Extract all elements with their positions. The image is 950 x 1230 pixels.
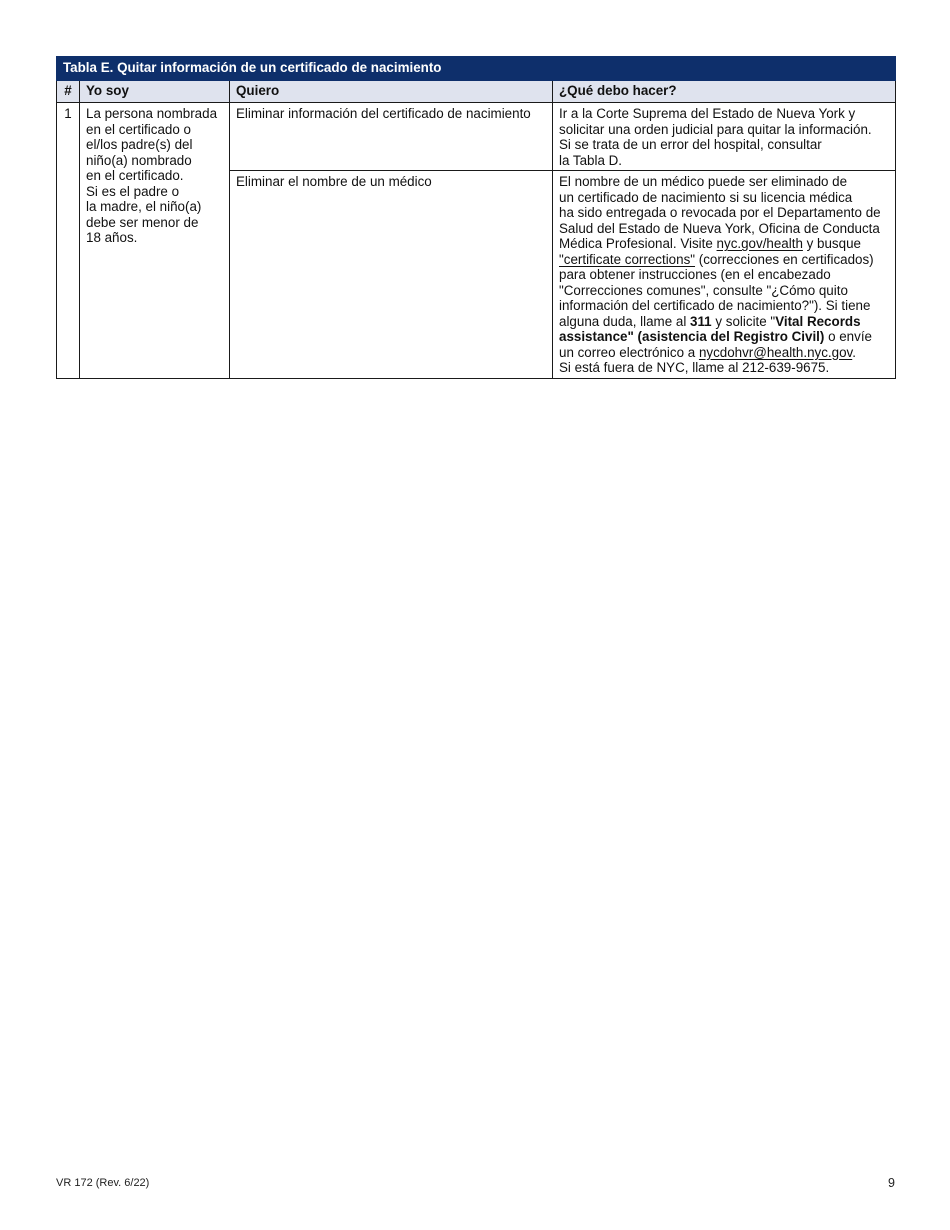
header-que-hacer: ¿Qué debo hacer? bbox=[553, 81, 896, 103]
email-link[interactable]: nycdohvr@health.nyc.gov bbox=[698, 344, 853, 360]
header-yo-soy: Yo soy bbox=[80, 81, 230, 103]
table-title: Tabla E. Quitar información de un certificado de nacimiento bbox=[57, 57, 896, 81]
table-title-row bbox=[57, 57, 896, 81]
quiero-cell-2: Eliminar el nombre de un médico bbox=[230, 171, 553, 379]
line-text: alguna duda, llame al bbox=[559, 313, 691, 329]
line-text: y busque bbox=[802, 236, 861, 251]
table-row bbox=[57, 103, 896, 171]
que-hacer-line bbox=[559, 314, 889, 330]
yo-soy-line: La persona nombrada bbox=[86, 106, 218, 121]
line-text: (correcciones en certificados) bbox=[695, 251, 874, 267]
yo-soy-cell bbox=[80, 103, 230, 379]
yo-soy-line: el/los padre(s) del bbox=[86, 137, 193, 152]
que-hacer-line: Si se trata de un error del hospital, consultar bbox=[559, 137, 822, 152]
table-e bbox=[56, 56, 896, 379]
que-hacer-cell-2 bbox=[553, 171, 896, 379]
que-hacer-line: información del certificado de nacimiento?"). Si tiene bbox=[559, 298, 871, 313]
yo-soy-line: la madre, el niño(a) bbox=[86, 199, 202, 214]
que-hacer-line: "Correcciones comunes", consulte "¿Cómo quito bbox=[559, 282, 848, 298]
page-number: 9 bbox=[888, 1176, 895, 1190]
line-text: . bbox=[852, 344, 856, 360]
phone-311: 311 bbox=[690, 313, 712, 329]
bold-text: assistance" (asistencia del Registro Civil) bbox=[559, 329, 825, 344]
que-hacer-line: Salud del Estado de Nueva York, Oficina de Conducta bbox=[559, 220, 880, 236]
quiero-cell-1: Eliminar información del certificado de nacimiento bbox=[230, 103, 553, 171]
line-text: o envíe bbox=[824, 329, 872, 344]
row-number: 1 bbox=[57, 103, 80, 379]
yo-soy-line: en el certificado. bbox=[86, 168, 184, 183]
table-header-row bbox=[57, 81, 896, 103]
yo-soy-line: Si es el padre o bbox=[86, 183, 180, 199]
line-text: un correo electrónico a bbox=[559, 344, 699, 360]
yo-soy-line: niño(a) nombrado bbox=[86, 152, 192, 168]
line-text: Médica Profesional. Visite bbox=[559, 236, 717, 251]
que-hacer-line: la Tabla D. bbox=[559, 152, 623, 168]
que-hacer-line: un certificado de nacimiento si su licencia médica bbox=[559, 189, 853, 205]
que-hacer-line: El nombre de un médico puede ser eliminado de bbox=[559, 174, 848, 189]
que-hacer-line: ha sido entregada o revocada por el Departamento de bbox=[559, 205, 881, 220]
que-hacer-line: Ir a la Corte Suprema del Estado de Nueva York y bbox=[559, 106, 856, 121]
yo-soy-line: en el certificado o bbox=[86, 121, 191, 137]
que-hacer-line bbox=[559, 329, 889, 345]
yo-soy-line: 18 años. bbox=[86, 230, 138, 245]
que-hacer-line: para obtener instrucciones (en el encabezado bbox=[559, 267, 831, 282]
yo-soy-line: debe ser menor de bbox=[86, 214, 199, 230]
que-hacer-line: Si está fuera de NYC, llame al 212-639-9675. bbox=[559, 360, 830, 375]
que-hacer-line bbox=[559, 345, 889, 361]
nyc-health-link[interactable]: nyc.gov/health bbox=[716, 236, 803, 251]
header-quiero: Quiero bbox=[230, 81, 553, 103]
bold-text: Vital Records bbox=[775, 313, 861, 329]
form-id: VR 172 (Rev. 6/22) bbox=[56, 1177, 150, 1189]
que-hacer-line bbox=[559, 252, 889, 268]
header-number: # bbox=[57, 81, 80, 103]
line-text: y solicite " bbox=[711, 313, 776, 329]
certificate-corrections-link[interactable]: "certificate corrections" bbox=[559, 251, 696, 267]
que-hacer-cell-1 bbox=[553, 103, 896, 171]
que-hacer-line: solicitar una orden judicial para quitar la información. bbox=[559, 121, 872, 137]
que-hacer-line bbox=[559, 236, 889, 252]
